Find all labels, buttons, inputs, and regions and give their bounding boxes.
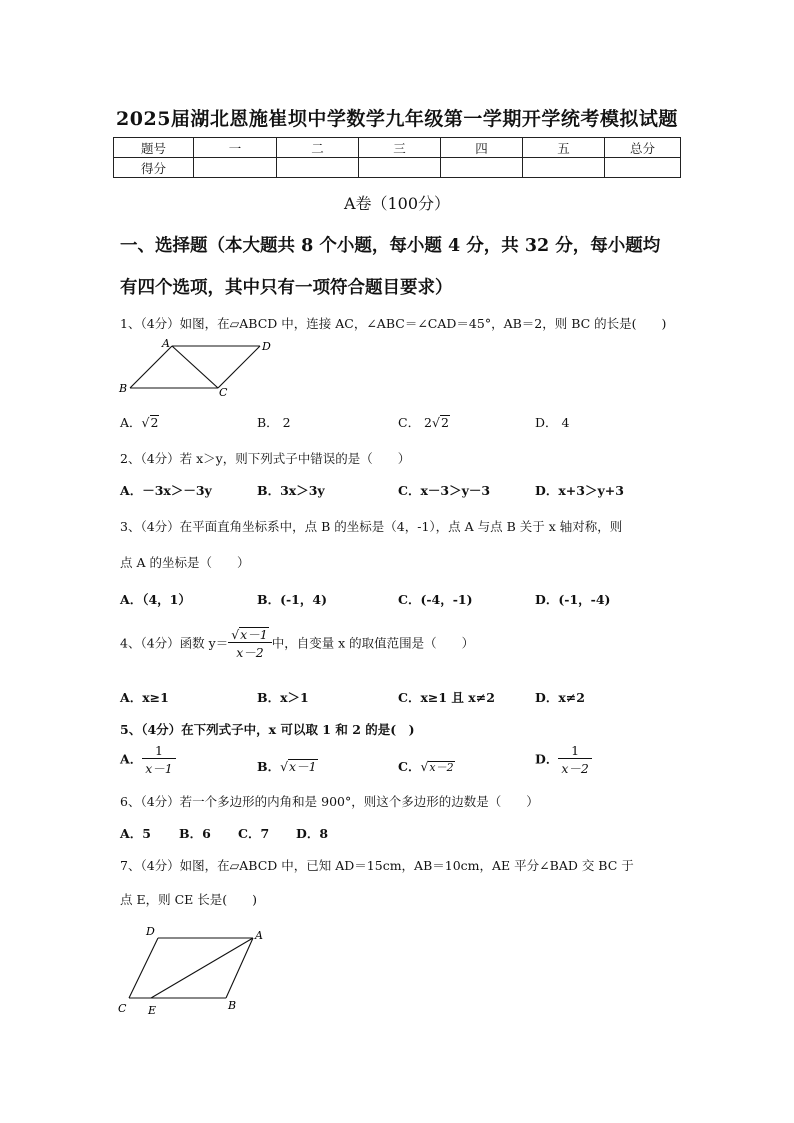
question-5-text: 5、（4分）在下列式子中，x 可以取 1 和 2 的是( ) — [120, 722, 415, 737]
q1-option-c-radicand: 2 — [440, 415, 449, 430]
score-table-score-row — [114, 158, 681, 178]
q5-option-d-label: D． — [535, 751, 559, 767]
q2-option-a[interactable]: A．－3x＞－3y — [120, 483, 212, 498]
q1-option-d[interactable]: D． 4 — [535, 415, 570, 430]
score-cell-2[interactable] — [277, 158, 359, 178]
q1-option-c-label: C． 2 — [398, 415, 432, 430]
sqrt-sign: √ — [420, 759, 429, 774]
q1-option-c[interactable] — [398, 413, 450, 431]
q4-option-d[interactable]: D．x≠2 — [535, 690, 585, 705]
q5-option-a[interactable] — [120, 743, 176, 777]
score-cell-total[interactable] — [605, 158, 681, 178]
q1-option-a[interactable] — [120, 413, 159, 431]
q1-option-b[interactable]: B． 2 — [257, 415, 291, 430]
q5-option-d[interactable] — [535, 743, 592, 777]
question-3-line2: 点 A 的坐标是（ ） — [120, 555, 250, 570]
q5-option-b-label: B． — [257, 759, 281, 774]
q3-option-a[interactable]: A．（4，1） — [120, 592, 191, 607]
q4-numerator-radicand: x－1 — [240, 627, 268, 642]
q4-option-a[interactable]: A．x≥1 — [120, 690, 169, 705]
question-7-line1: 7、（4分）如图，在▱ABCD 中，已知 AD＝15cm，AB＝10cm，AE 平分∠BAD 交 BC 于 — [120, 858, 634, 873]
q3-option-d[interactable]: D．(-1，-4) — [535, 592, 611, 607]
q4-option-c[interactable]: C．x≥1 且 x≠2 — [398, 690, 495, 705]
figure-1-label-c: C — [219, 386, 228, 398]
question-1-figure — [118, 338, 278, 398]
q5-option-a-fraction — [142, 743, 176, 777]
figure-7-label-c: C — [118, 1002, 127, 1015]
q3-option-b[interactable]: B．(-1，4) — [257, 592, 327, 607]
score-cell-1[interactable] — [194, 158, 277, 178]
q1-option-a-radicand: 2 — [150, 415, 159, 430]
exam-title: 2025届湖北恩施崔坝中学数学九年级第一学期开学统考模拟试题 — [116, 108, 678, 130]
header-cell-5: 五 — [523, 138, 605, 158]
q5-d-denominator: x－2 — [561, 761, 589, 776]
question-7-line2: 点 E，则 CE 长是( ) — [120, 892, 257, 907]
header-cell-2: 二 — [277, 138, 359, 158]
q6-option-a[interactable]: A．5 — [120, 826, 151, 841]
question-3-line1: 3、（4分）在平面直角坐标系中，点 B 的坐标是（4，-1），点 A 与点 B 关于 x 轴对称，则 — [120, 519, 623, 534]
figure-7-label-e: E — [148, 1004, 157, 1017]
q5-a-denominator: x－1 — [145, 761, 173, 776]
figure-7-label-a: A — [255, 929, 263, 942]
q5-option-b[interactable] — [257, 757, 318, 775]
q3-option-c[interactable]: C．(-4，-1) — [398, 592, 473, 607]
q2-option-b[interactable]: B．3x＞3y — [257, 483, 325, 498]
score-cell-4[interactable] — [441, 158, 523, 178]
q2-option-d[interactable]: D．x+3＞y+3 — [535, 483, 624, 498]
figure-7-label-d: D — [146, 925, 155, 938]
header-cell-1: 一 — [194, 138, 277, 158]
figure-7-label-b: B — [228, 999, 237, 1012]
q4-suffix: 中，自变量 x 的取值范围是（ ） — [271, 635, 475, 651]
q1-option-a-label: A． — [120, 415, 142, 430]
question-7-figure — [115, 922, 275, 1022]
question-2-text: 2、（4分）若 x＞y，则下列式子中错误的是（ ） — [120, 451, 411, 466]
q2-option-c[interactable]: C．x－3＞y－3 — [398, 483, 491, 498]
q6-option-d[interactable]: D．8 — [296, 826, 329, 841]
header-cell-3: 三 — [359, 138, 441, 158]
sqrt-sign: √ — [280, 759, 289, 774]
sqrt-sign: √ — [141, 415, 150, 430]
q5-option-d-fraction — [558, 743, 592, 777]
q4-fraction — [228, 627, 271, 661]
score-table — [113, 137, 681, 178]
section-heading-line1: 一、选择题（本大题共 8 个小题，每小题 4 分，共 32 分，每小题均 — [120, 236, 661, 256]
q5-option-a-label: A． — [120, 751, 143, 767]
score-cell-3[interactable] — [359, 158, 441, 178]
q5-b-radicand: x－1 — [289, 759, 317, 774]
q5-option-c-label: C． — [398, 759, 421, 774]
q6-option-b[interactable]: B．6 — [179, 826, 211, 841]
question-6-text: 6、（4分）若一个多边形的内角和是 900°，则这个多边形的边数是（ ） — [120, 794, 539, 809]
figure-1-label-b: B — [119, 382, 128, 395]
q5-option-c[interactable] — [398, 757, 455, 775]
sqrt-sign: √ — [231, 627, 240, 642]
q4-fraction-numerator — [228, 627, 271, 643]
q5-a-numerator: 1 — [142, 743, 176, 759]
figure-1-label-d: D — [262, 340, 271, 353]
header-cell-total: 总分 — [605, 138, 681, 158]
header-cell-label: 题号 — [114, 138, 194, 158]
score-cell-5[interactable] — [523, 158, 605, 178]
figure-1-label-a: A — [162, 338, 170, 350]
section-heading-line2: 有四个选项，其中只有一项符合题目要求） — [120, 278, 453, 298]
q4-fraction-denominator: x－2 — [236, 645, 264, 660]
q5-c-radicand: x－2 — [429, 761, 454, 774]
header-cell-4: 四 — [441, 138, 523, 158]
q5-d-numerator: 1 — [558, 743, 592, 759]
section-subtitle: A卷（100分） — [343, 194, 451, 213]
question-4-text — [120, 627, 474, 661]
score-row-label: 得分 — [114, 158, 194, 178]
q4-prefix: 4、（4分）函数 y＝ — [120, 635, 229, 651]
sqrt-sign: √ — [432, 415, 440, 430]
question-1-text: 1、（4分）如图，在▱ABCD 中，连接 AC，∠ABC＝∠CAD＝45°，AB＝2，则 BC 的长是( ) — [120, 316, 667, 331]
q6-option-c[interactable]: C．7 — [238, 826, 270, 841]
score-table-header-row — [114, 138, 681, 158]
q4-option-b[interactable]: B．x＞1 — [257, 690, 309, 705]
